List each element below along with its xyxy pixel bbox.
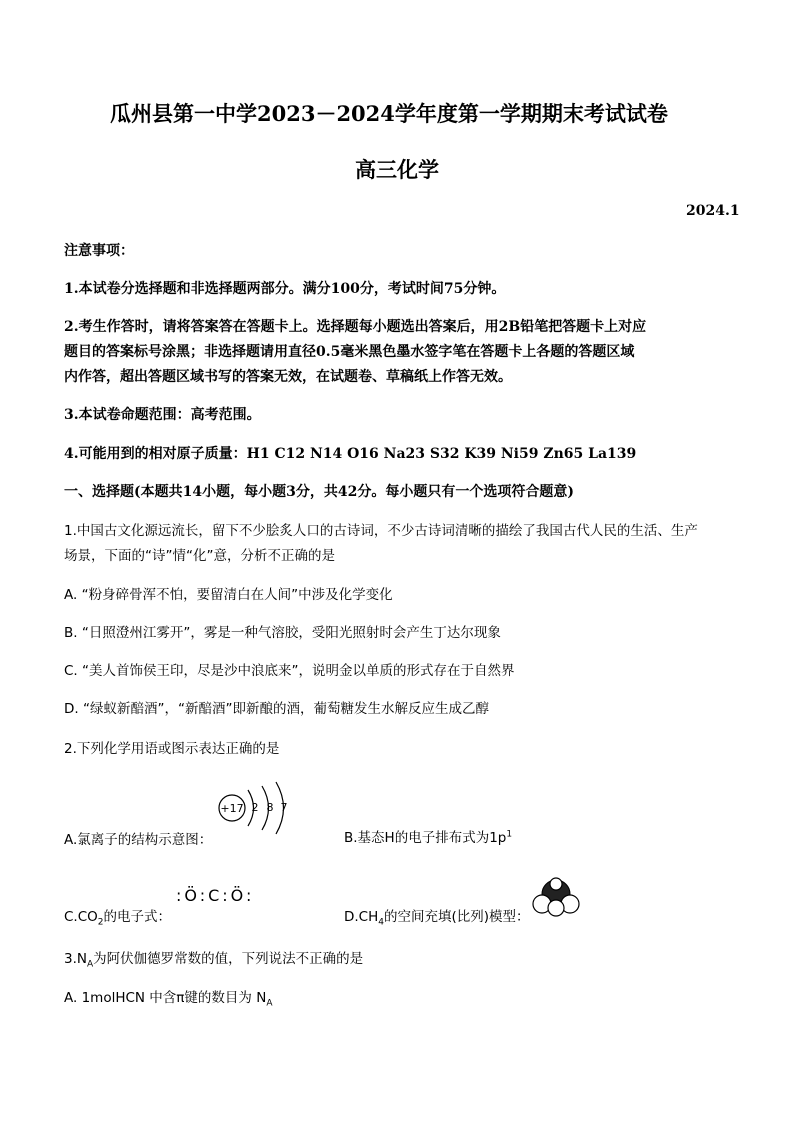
option-c-subscript: 2 <box>97 917 104 928</box>
question-1-option-b: B. “日照澄州江雾开”，雾是一种气溶胶，受阳光照射时会产生丁达尔现象 <box>64 625 501 641</box>
notice-item-2-line-1: 2.考生作答时，请将答案答在答题卡上。选择题每小题选出答案后，用2B铅笔把答题卡上对应 <box>64 319 647 335</box>
question-2-option-b <box>344 826 512 846</box>
nucleus-charge: +17 <box>220 802 244 815</box>
exam-date: 2024.1 <box>686 203 740 219</box>
shell-1-count: 2 <box>251 801 259 814</box>
question-2-option-c <box>64 905 171 928</box>
option-d-suffix: 的空间充填(比列)模型： <box>384 909 530 925</box>
subject-title: 高三化学 <box>355 157 439 182</box>
question-1-option-d: D. “绿蚁新醅酒”，“新醅酒”即新酿的酒，葡萄糖发生水解反应生成乙醇 <box>64 701 489 717</box>
hydrogen-atom-4 <box>550 878 562 890</box>
option-b-text: B.基态H的电子排布式为1p <box>344 830 507 846</box>
shell-3-count: 7 <box>280 801 288 814</box>
notice-item-4: 4.可能用到的相对原子质量：H1 C12 N14 O16 Na23 S32 K39 Ni59 Zn65 La139 <box>64 446 637 462</box>
q3-option-a-subscript: A <box>266 998 273 1009</box>
question-2-option-d <box>344 905 530 928</box>
notice-item-2-line-3: 内作答，超出答题区域书写的答案无效，在试题卷、草稿纸上作答无效。 <box>64 369 512 385</box>
option-b-superscript: 1 <box>506 829 513 840</box>
hydrogen-atom-3 <box>548 900 564 916</box>
q3-stem-prefix: 3.N <box>64 951 87 967</box>
question-1-stem-line-1: 1.中国古文化源远流长，留下不少脍炙人口的古诗词，不少古诗词清晰的描绘了我国古代人民的生活、生产 <box>64 523 698 539</box>
question-1-option-c: C. “美人首饰侯王印，尽是沙中浪底来”，说明金以单质的形式存在于自然界 <box>64 663 515 679</box>
exam-title: 瓜州县第一中学2023－2024学年度第一学期期末考试试卷 <box>110 101 668 126</box>
chloride-ion-structure-diagram <box>215 780 305 840</box>
methane-space-filling-model <box>532 876 582 918</box>
option-c-prefix: C.CO <box>64 909 98 925</box>
question-1-stem-line-2: 场景，下面的“诗”情“化”意，分析不正确的是 <box>64 548 335 564</box>
q3-stem-subscript: A <box>86 959 94 970</box>
question-2-stem: 2.下列化学用语或图示表达正确的是 <box>64 741 280 757</box>
notice-heading: 注意事项： <box>64 243 134 259</box>
option-d-prefix: D.CH <box>344 909 379 925</box>
question-2-option-a: A.氯离子的结构示意图： <box>64 832 213 848</box>
notice-item-3: 3.本试卷命题范围：高考范围。 <box>64 407 261 423</box>
section-1-heading: 一、选择题(本题共14小题，每小题3分，共42分。每小题只有一个选项符合题意) <box>64 484 574 500</box>
option-d-subscript: 4 <box>378 917 384 928</box>
q3-option-a-text: A. 1molHCN 中含π键的数目为 N <box>64 990 267 1006</box>
shell-2-count: 8 <box>266 801 274 814</box>
question-3-option-a <box>64 986 273 1009</box>
notice-item-1: 1.本试卷分选择题和非选择题两部分。满分100分，考试时间75分钟。 <box>64 281 506 297</box>
notice-item-2-line-2: 题目的答案标号涂黑；非选择题请用直径0.5毫米黑色墨水签字笔在答题卡上各题的答题区域 <box>64 344 635 360</box>
option-c-suffix: 的电子式： <box>103 909 172 925</box>
q3-stem-suffix: 为阿伏伽德罗常数的值，下列说法不正确的是 <box>93 951 364 967</box>
question-1-option-a: A. “粉身碎骨浑不怕，要留清白在人间”中涉及化学变化 <box>64 587 393 603</box>
question-3-stem <box>64 947 363 970</box>
co2-electron-formula: :Ö:C:Ö: <box>176 886 255 905</box>
